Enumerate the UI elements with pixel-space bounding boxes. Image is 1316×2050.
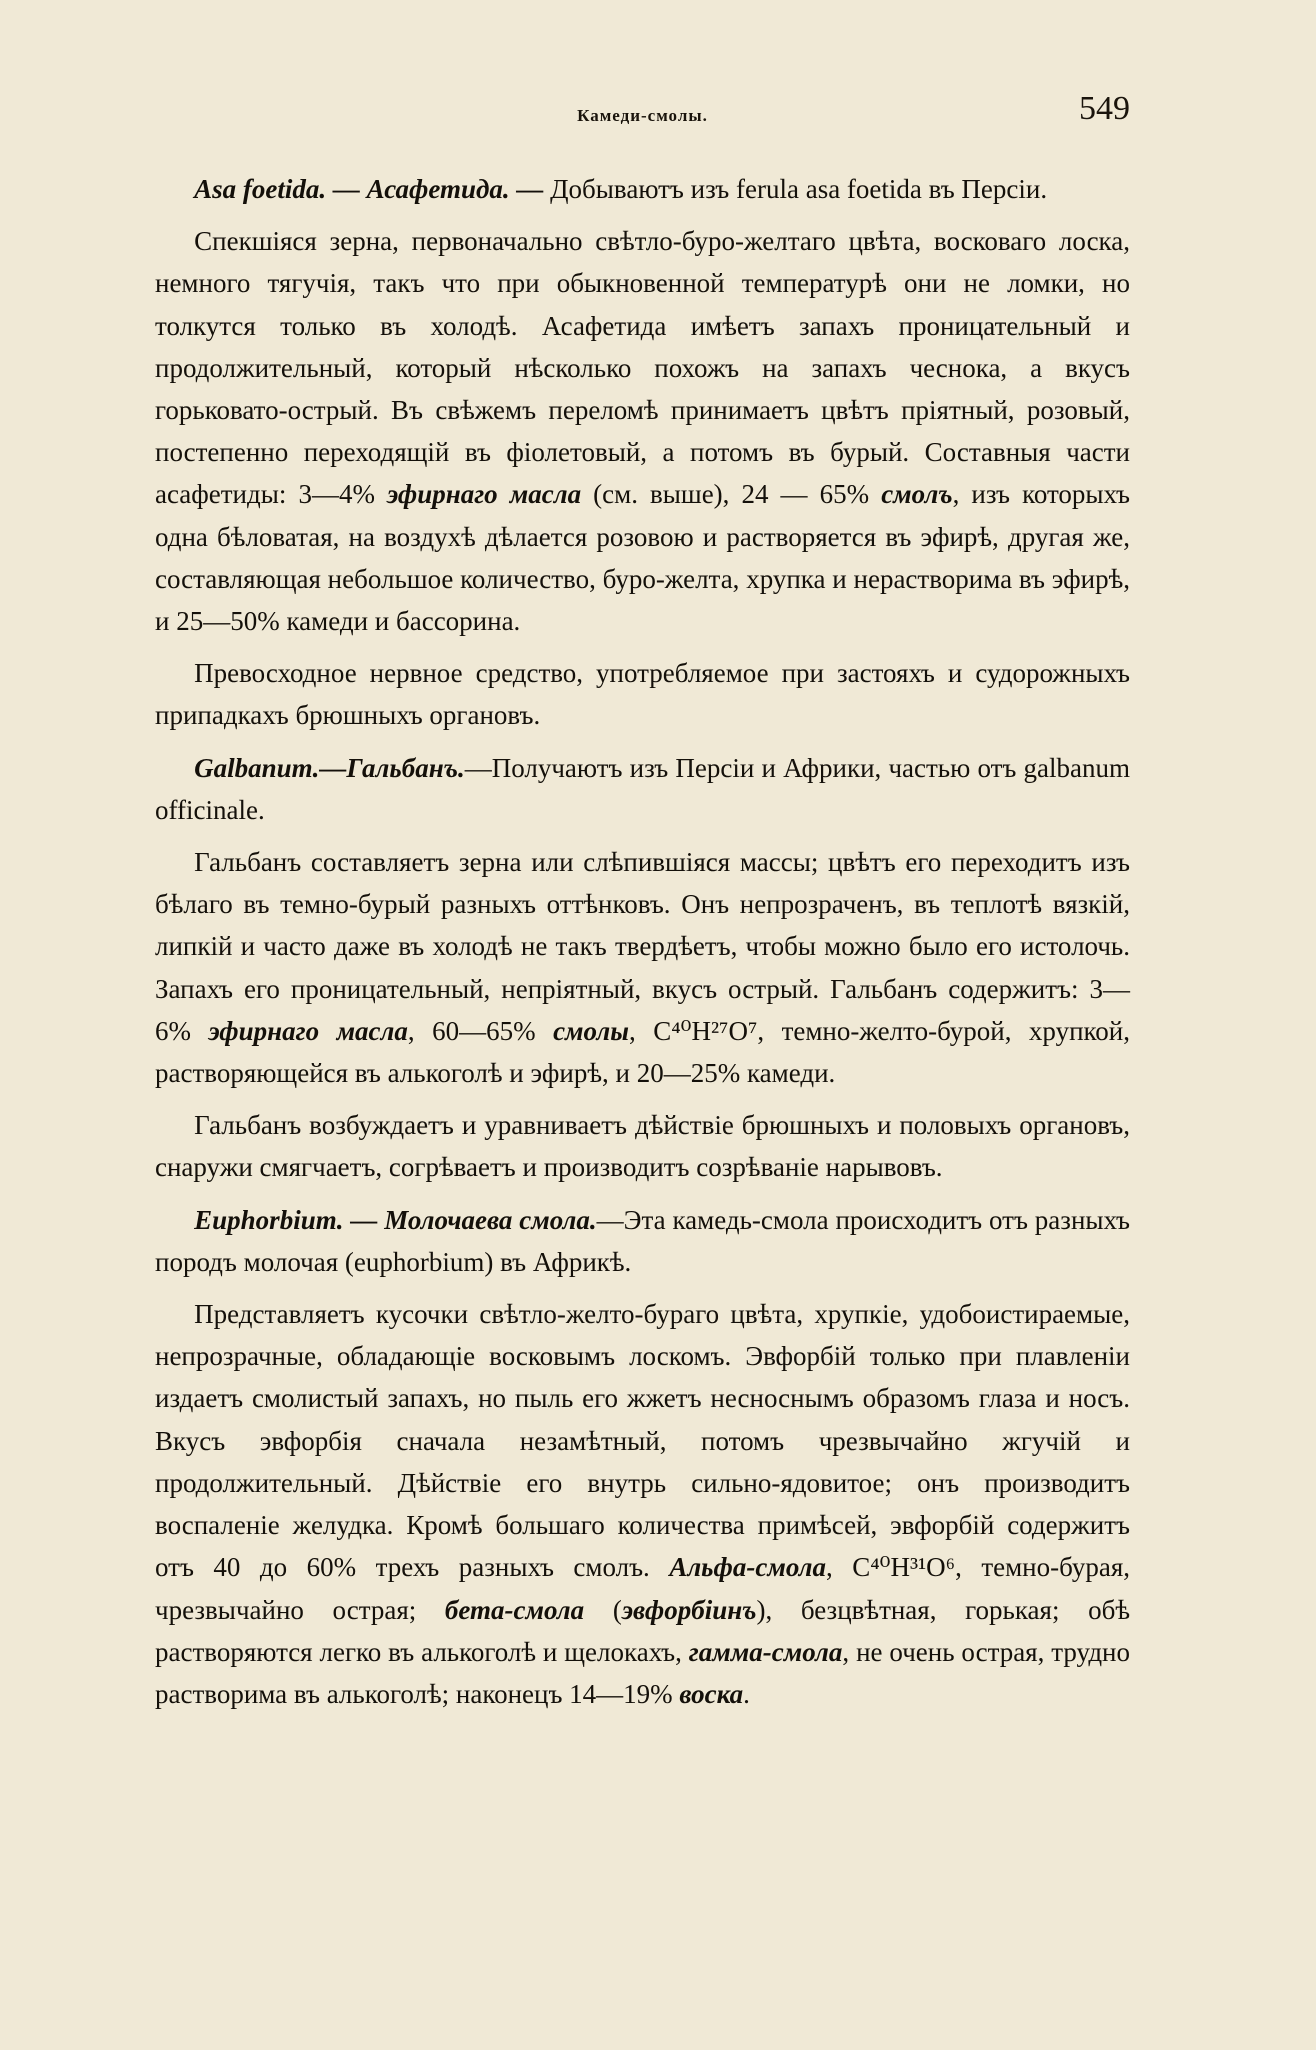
text-run: Представляетъ кусочки свѣтло-желто-бураго цвѣта, хрупкіе, удобоистираемые, непрозрачные, обладающіе восковымъ лоскомъ. Эвфорбій только при плавленіи издаетъ смолистый запахъ, но пыль его жжетъ несноснымъ образомъ глаза и носъ. Вкусъ эвфорбія сначала незамѣтный, потомъ чрезвычайно жгучій и продолжительный. Дѣйствіе его внутрь сильно-ядовитое; онъ производитъ воспаленіе желудка. Кромѣ большаго количества примѣсей, эвфорбій содержитъ отъ 40 до 60% трехъ разныхъ смолъ. (155, 1299, 1130, 1583)
text-run: , C⁴⁰H³¹O⁶, темно-бурая, чрезвычайно острая; (155, 1552, 1130, 1625)
page-number: 549 (1079, 90, 1130, 127)
page-header (155, 90, 1130, 136)
page-body (155, 168, 1130, 1715)
entry-title: Euphorbium. — Молочаева смола. (194, 1204, 597, 1235)
term: Альфа-смола (669, 1552, 826, 1583)
paragraph (155, 841, 1130, 1094)
paragraph (155, 168, 1130, 210)
running-head: Камеди-смолы. (577, 106, 708, 125)
text-run: —Эта камедь-смола происходитъ отъ разныхъ породъ молочая (euphorbium) въ Африкѣ. (155, 1204, 1130, 1277)
text-run: , 60—65% (407, 1015, 554, 1046)
text-run: Спекшіяся зерна, первоначально свѣтло-буро-желтаго цвѣта, восковаго лоска, немного тягучія, такъ что при обыкновенной температурѣ они не ломки, но толкутся только въ холодѣ. Асафетида имѣетъ запахъ проницательный и продолжительный, который нѣсколько похожъ на запахъ чеснока, а вкусъ горьковато-острый. Въ свѣжемъ переломѣ принимаетъ цвѣтъ пріятный, розовый, постепенно переходящій въ фіолетовый, а потомъ въ бурый. Составныя части асафетиды: 3—4% (155, 226, 1130, 510)
term: бета-смола (444, 1594, 585, 1625)
text-run: Превосходное нервное средство, употребляемое при застояхъ и судорожныхъ припадкахъ брюшныхъ органовъ. (155, 658, 1130, 731)
text-run: , не очень острая, трудно растворима въ алькоголѣ; наконецъ 14—19% (155, 1636, 1131, 1709)
paragraph (155, 220, 1130, 642)
text-run: Гальбанъ составляетъ зерна или слѣпившіяся массы; цвѣтъ его переходитъ изъ бѣлаго въ темно-бурый разныхъ оттѣнковъ. Онъ непрозраченъ, въ теплотѣ вязкій, липкій и часто даже въ холодѣ не такъ твердѣетъ, чтобы можно было его истолочь. Запахъ его проницательный, непріятный, вкусъ острый. Гальбанъ содержитъ: 3—6% (155, 847, 1130, 1046)
term: эфирнаго масла (208, 1015, 408, 1046)
text-run: , C⁴⁰H²⁷O⁷, темно-желто-бурой, хрупкой, растворяющейся въ алькоголѣ и эфирѣ, и 20—25% камеди. (155, 1015, 1130, 1089)
term: гамма-смола (688, 1636, 843, 1667)
paragraph (155, 747, 1130, 831)
text-run: , изъ которыхъ одна бѣловатая, на воздухѣ дѣлается розовою и растворяется въ эфирѣ, другая же, составляющая небольшое количество, буро-желта, хрупка и нерастворима въ эфирѣ, и 25—50% камеди и бассорина. (155, 479, 1130, 637)
paragraph (155, 1199, 1130, 1283)
term: эфирнаго масла (387, 479, 582, 510)
paragraph (155, 1293, 1130, 1715)
text-run: Добываютъ изъ ferula asa foetida въ Персіи. (543, 174, 1048, 204)
text-run: . (743, 1678, 750, 1709)
term: смолы (553, 1015, 629, 1046)
text-run: ), безцвѣтная, горькая; обѣ растворяются легко въ алькоголѣ и щелокахъ, (155, 1594, 1130, 1667)
text-run: ( (584, 1594, 622, 1625)
entry-title: Galbanum.—Гальбанъ. (194, 752, 465, 783)
paragraph (155, 1104, 1130, 1188)
term: смолъ (881, 479, 953, 510)
term: воска (679, 1678, 744, 1709)
text-run: Гальбанъ возбуждаетъ и уравниваетъ дѣйствіе брюшныхъ и половыхъ органовъ, снаружи смягчаетъ, согрѣваетъ и производитъ созрѣваніе нарывовъ. (155, 1110, 1130, 1183)
term: эвфорбіинъ (621, 1594, 757, 1625)
paragraph (155, 652, 1130, 736)
entry-title: Asa foetida. — Асафетида. — (194, 174, 544, 204)
text-run: (см. выше), 24 — 65% (581, 479, 882, 510)
text-run: —Получаютъ изъ Персіи и Африки, частью отъ galbanum officinale. (155, 752, 1130, 825)
